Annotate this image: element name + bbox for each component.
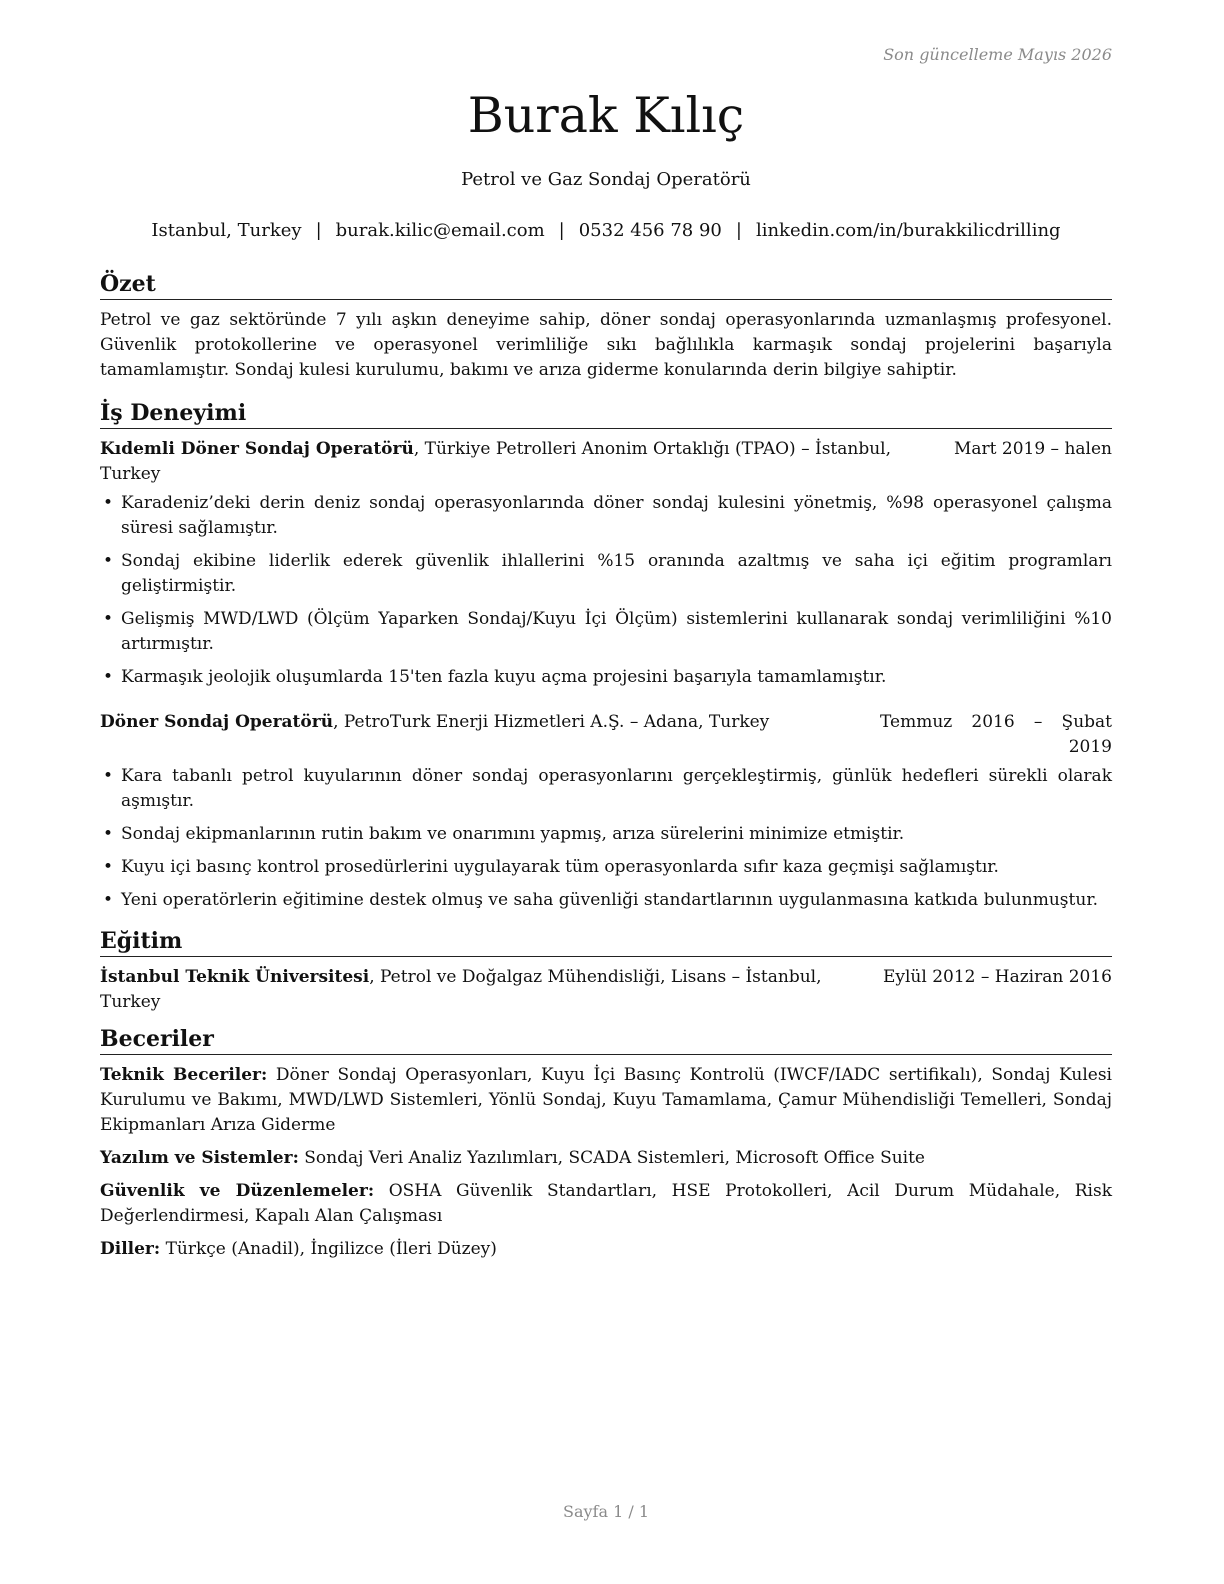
contact-separator: |: [315, 220, 322, 241]
skill-group: [100, 1146, 1112, 1171]
skill-group: [100, 1179, 1112, 1229]
section-heading-education: Eğitim: [100, 927, 1112, 957]
list-item: • Sondaj ekipmanlarının rutin bakım ve onarımını yapmış, arıza sürelerini minimize etmiştir.: [100, 822, 1112, 847]
skill-group-text: Döner Sondaj Operasyonları, Kuyu İçi Basınç Kontrolü (IWCF/IADC sertifikalı), Sondaj Kulesi Kurulumu ve Bakımı, MWD/LWD Sistemleri, Yönlü Sondaj, Kuyu Tamamlama, Çamur Mühendisliği Temelleri, Sondaj Ekipmanları Arıza Giderme: [100, 1065, 1112, 1135]
education-school: İstanbul Teknik Üniversitesi: [100, 967, 370, 987]
job-employer: , PetroTurk Enerji Hizmetleri A.Ş. – Adana, Turkey: [333, 712, 770, 732]
section-heading-summary: Özet: [100, 270, 1112, 300]
contact-line: [100, 219, 1112, 243]
skill-group-label: Güvenlik ve Düzenlemeler:: [100, 1181, 375, 1201]
candidate-name: Burak Kılıç: [467, 87, 745, 144]
section-heading-skills: Beceriler: [100, 1025, 1112, 1055]
education-dates: Eylül 2012 – Haziran 2016: [882, 967, 1112, 987]
job-title: Petrol ve Gaz Sondaj Operatörü: [461, 169, 751, 190]
list-item: • Kara tabanlı petrol kuyularının döner sondaj operasyonlarını gerçekleştirmiş, günlük hedefleri sürekli olarak aşmıştır.: [100, 764, 1112, 814]
education-entry: [100, 965, 1112, 1015]
education-title: [100, 965, 883, 1015]
contact-separator: |: [735, 220, 742, 241]
contact-linkedin[interactable]: linkedin.com/in/burakkilicdrilling: [755, 220, 1061, 241]
job-entry-title: [100, 437, 954, 487]
skill-group: [100, 1063, 1112, 1138]
resume-content: [100, 270, 1112, 1270]
job-bullets: [100, 764, 1112, 913]
skill-group-label: Teknik Beceriler:: [100, 1065, 268, 1085]
contact-location: Istanbul, Turkey: [151, 220, 302, 241]
skill-group: [100, 1237, 1112, 1262]
job-role: Kıdemli Döner Sondaj Operatörü: [100, 439, 414, 459]
list-item: • Karadeniz’deki derin deniz sondaj operasyonlarında döner sondaj kulesini yönetmiş, %98 operasyonel çalışma süresi sağlamıştır.: [100, 491, 1112, 541]
skill-group-label: Diller:: [100, 1239, 161, 1259]
list-item: • Karmaşık jeolojik oluşumlarda 15'ten fazla kuyu açma projesini başarıyla tamamlamıştır.: [100, 665, 1112, 690]
job-employer: , Türkiye Petrolleri Anonim Ortaklığı (TPAO) – İstanbul, Turkey: [100, 439, 892, 484]
job-dates: Mart 2019 – halen: [953, 439, 1112, 459]
summary-text: Petrol ve gaz sektöründe 7 yılı aşkın deneyime sahip, döner sondaj operasyonlarında uzmanlaşmış profesyonel. Güvenlik protokollerine ve operasyonel verimliliğe sıkı bağlılıkla karmaşık sondaj projelerini başarıyla tamamlamıştır. Sondaj kulesi kurulumu, bakımı ve arıza giderme konularında derin bilgiye sahiptir.: [100, 310, 1112, 380]
contact-separator: |: [558, 220, 565, 241]
list-item: • Kuyu içi basınç kontrol prosedürlerini uygulayarak tüm operasyonlarda sıfır kaza geçmişi sağlamıştır.: [100, 855, 1112, 880]
page-number: Sayfa 1 / 1: [562, 1502, 649, 1521]
resume-page: [100, 0, 1112, 1584]
skill-group-text: Türkçe (Anadil), İngilizce (İleri Düzey): [160, 1239, 497, 1259]
list-item: • Sondaj ekibine liderlik ederek güvenlik ihlallerini %15 oranında azaltmış ve saha içi eğitim programları geliştirmiştir.: [100, 549, 1112, 599]
job-entry-title: [100, 710, 880, 735]
job-bullets: [100, 491, 1112, 690]
contact-email[interactable]: burak.kilic@email.com: [335, 220, 545, 241]
education-details: , Petrol ve Doğalgaz Mühendisliği, Lisans – İstanbul, Turkey: [100, 967, 822, 1012]
contact-phone: 0532 456 78 90: [578, 220, 722, 241]
list-item: • Yeni operatörlerin eğitimine destek olmuş ve saha güvenliği standartlarının uygulanmasına katkıda bulunmuştur.: [100, 888, 1112, 913]
job-entry-header: [100, 710, 1112, 760]
job-role: Döner Sondaj Operatörü: [100, 712, 334, 732]
job-dates: Temmuz 2016 – Şubat 2019: [880, 712, 1112, 757]
list-item: • Gelişmiş MWD/LWD (Ölçüm Yaparken Sondaj/Kuyu İçi Ölçüm) sistemlerini kullanarak sondaj verimliliğini %10 artırmıştır.: [100, 607, 1112, 657]
skill-group-text: Sondaj Veri Analiz Yazılımları, SCADA Sistemleri, Microsoft Office Suite: [298, 1148, 925, 1168]
job-entry-header: [100, 437, 1112, 487]
last-updated: Son güncelleme Mayıs 2026: [883, 45, 1112, 64]
skill-group-label: Yazılım ve Sistemler:: [100, 1148, 299, 1168]
section-heading-experience: İş Deneyimi: [100, 399, 1112, 429]
skill-group-text: OSHA Güvenlik Standartları, HSE Protokolleri, Acil Durum Müdahale, Risk Değerlendirmesi, Kapalı Alan Çalışması: [100, 1181, 1112, 1226]
